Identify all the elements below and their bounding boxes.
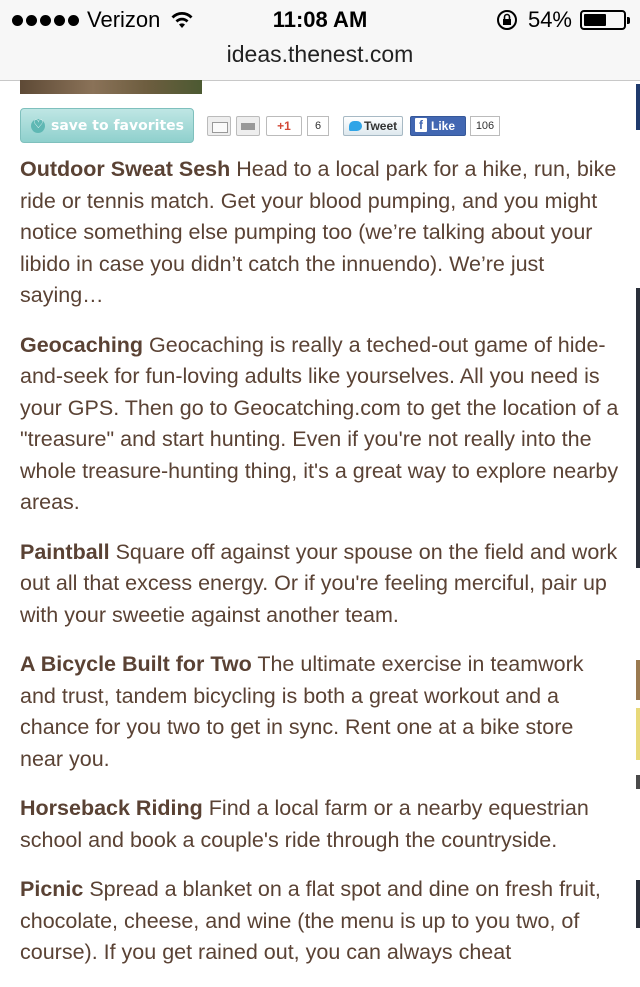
section-title: Geocaching xyxy=(20,332,144,357)
article-paragraph xyxy=(20,793,620,856)
sidebar-edge xyxy=(636,660,640,700)
article-paragraph xyxy=(20,874,620,969)
address-bar[interactable] xyxy=(0,40,640,81)
section-title: A Bicycle Built for Two xyxy=(20,652,252,676)
gplus-count: 6 xyxy=(307,116,329,136)
article-paragraph xyxy=(20,649,620,775)
save-to-favorites-button[interactable] xyxy=(20,108,194,143)
battery-icon xyxy=(580,10,626,30)
article-paragraph xyxy=(20,330,620,519)
heart-icon xyxy=(31,119,45,133)
save-to-favorites-label: save to favorites xyxy=(51,117,184,134)
status-time: 11:08 AM xyxy=(272,7,368,32)
article-image xyxy=(20,80,202,94)
section-text: Head to a local park for a hike, run, bike ride or tennis match. Get your blood pumping, and you might notice something else pumping too (we’re talking about your libido in case you didn’t catch the innuendo). We’re just saying… xyxy=(20,157,617,307)
url-text[interactable]: ideas.thenest.com xyxy=(226,41,414,67)
section-title: Horseback Riding xyxy=(20,796,203,820)
tweet-button[interactable]: Tweet xyxy=(343,116,403,136)
sidebar-edge xyxy=(636,880,640,928)
like-count: 106 xyxy=(470,116,500,136)
email-icon[interactable] xyxy=(207,116,231,136)
sidebar-edge xyxy=(636,288,640,568)
battery-percent: 54% xyxy=(527,7,572,32)
sidebar-edge xyxy=(636,708,640,760)
article-body xyxy=(20,154,620,987)
sidebar-edge xyxy=(636,775,640,789)
section-title: Outdoor Sweat Sesh xyxy=(20,157,231,181)
section-title: Paintball xyxy=(20,539,110,564)
sidebar-edge xyxy=(636,84,640,130)
carrier-name: Verizon xyxy=(87,7,161,32)
section-text: Square off against your spouse on the field and work out all that excess energy. Or if you're feeling merciful, pair up with your sweetie against another team. xyxy=(20,539,618,627)
section-text: The ultimate exercise in teamwork and trust, tandem bicycling is both a great workout and a chance for you two to get in sync. Rent one at a bike store near you. xyxy=(20,652,584,771)
status-right xyxy=(496,7,626,33)
section-title: Picnic xyxy=(20,877,84,901)
gplus-button[interactable]: +1 xyxy=(266,116,302,136)
section-text: Spread a blanket on a flat spot and dine on fresh fruit, chocolate, cheese, and wine (the menu is up to you two, of course). If you get rained out, you can always cheat xyxy=(20,877,601,964)
section-text: Find a local farm or a nearby equestrian school and book a couple's ride through the countryside. xyxy=(20,796,589,852)
rotation-lock-icon xyxy=(496,9,518,31)
print-icon[interactable] xyxy=(236,116,260,136)
share-bar xyxy=(20,108,630,144)
article-paragraph xyxy=(20,537,620,632)
article-paragraph xyxy=(20,154,620,312)
status-bar xyxy=(0,0,640,40)
section-text: Geocaching is really a teched-out game of hide-and-seek for fun-loving adults like yourselves. All you need is your GPS. Then go to Geocatching.com to get the location of a "treasure" and start hunting. Even if you're not really into the whole treasure-hunting thing, it's a great way to explore nearby areas. xyxy=(20,332,619,514)
facebook-like-button[interactable]: f Like xyxy=(410,116,466,136)
